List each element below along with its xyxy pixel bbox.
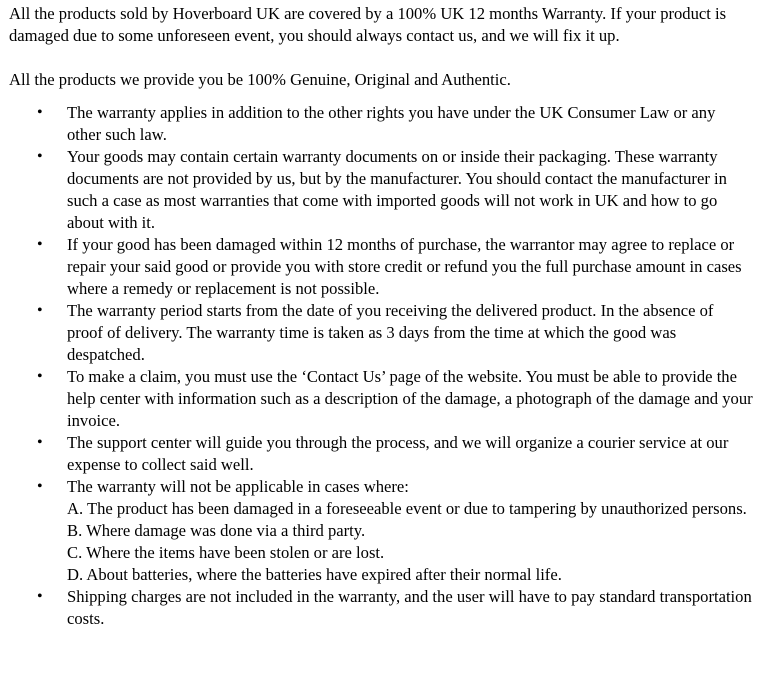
list-item-text: To make a claim, you must use the ‘Contact Us’ page of the website. You must be able to provide the help center with information such as a description of the damage, a photograph of the damage and your invoice.: [67, 367, 753, 430]
bullet-icon: •: [37, 302, 43, 319]
exclusion-stolen-or-lost: C. Where the items have been stolen or are lost.: [67, 543, 385, 562]
list-item-text: Your goods may contain certain warranty documents on or inside their packaging. These warranty documents are not provided by us, but by the manufacturer. You should contact the manufacturer in such a case as most warranties that come with imported goods will not work in UK and how to go about with it.: [67, 147, 727, 232]
bullet-icon: •: [37, 368, 43, 385]
bullet-icon: •: [37, 588, 43, 605]
list-item-make-a-claim: [9, 366, 753, 432]
list-item-support-center: [9, 432, 753, 476]
list-item-text: The warranty applies in addition to the other rights you have under the UK Consumer Law or any other such law.: [67, 103, 716, 144]
warranty-terms-list: [9, 102, 753, 630]
list-item-text: Shipping charges are not included in the warranty, and the user will have to pay standard transportation costs.: [67, 587, 752, 628]
exclusion-batteries: D. About batteries, where the batteries have expired after their normal life.: [67, 565, 562, 584]
exclusion-foreseeable-event: A. The product has been damaged in a foreseeable event or due to tampering by unauthorized persons.: [67, 499, 747, 518]
list-item-damage-within-12-months: [9, 234, 753, 300]
list-item-consumer-law: [9, 102, 753, 146]
intro-paragraph-warranty-coverage: All the products sold by Hoverboard UK are covered by a 100% UK 12 months Warranty. If your product is damaged due to some unforeseen event, you should always contact us, and we will fix it up.: [9, 4, 727, 45]
list-item-shipping-charges: [9, 586, 753, 630]
list-item-exclusions: [9, 476, 753, 586]
exclusions-intro: The warranty will not be applicable in cases where:: [67, 477, 409, 496]
list-item-text: The warranty period starts from the date of you receiving the delivered product. In the absence of proof of delivery. The warranty time is taken as 3 days from the time at which the good was despatched.: [67, 301, 714, 364]
bullet-icon: •: [37, 104, 43, 121]
exclusion-third-party: B. Where damage was done via a third party.: [67, 521, 366, 540]
list-item-warranty-period: [9, 300, 753, 366]
list-item-text: The support center will guide you through the process, and we will organize a courier service at our expense to collect said well.: [67, 433, 729, 474]
bullet-icon: •: [37, 148, 43, 165]
list-item-text: If your good has been damaged within 12 months of purchase, the warrantor may agree to replace or repair your said good or provide you with store credit or refund you the full purchase amount in cases where a remedy or replacement is not possible.: [67, 235, 742, 298]
intro-paragraph-genuine-products: All the products we provide you be 100% Genuine, Original and Authentic.: [9, 70, 511, 89]
bullet-icon: •: [37, 478, 43, 495]
bullet-icon: •: [37, 434, 43, 451]
bullet-icon: •: [37, 236, 43, 253]
paragraph-spacer: [9, 47, 753, 69]
list-item-warranty-documents: [9, 146, 753, 234]
